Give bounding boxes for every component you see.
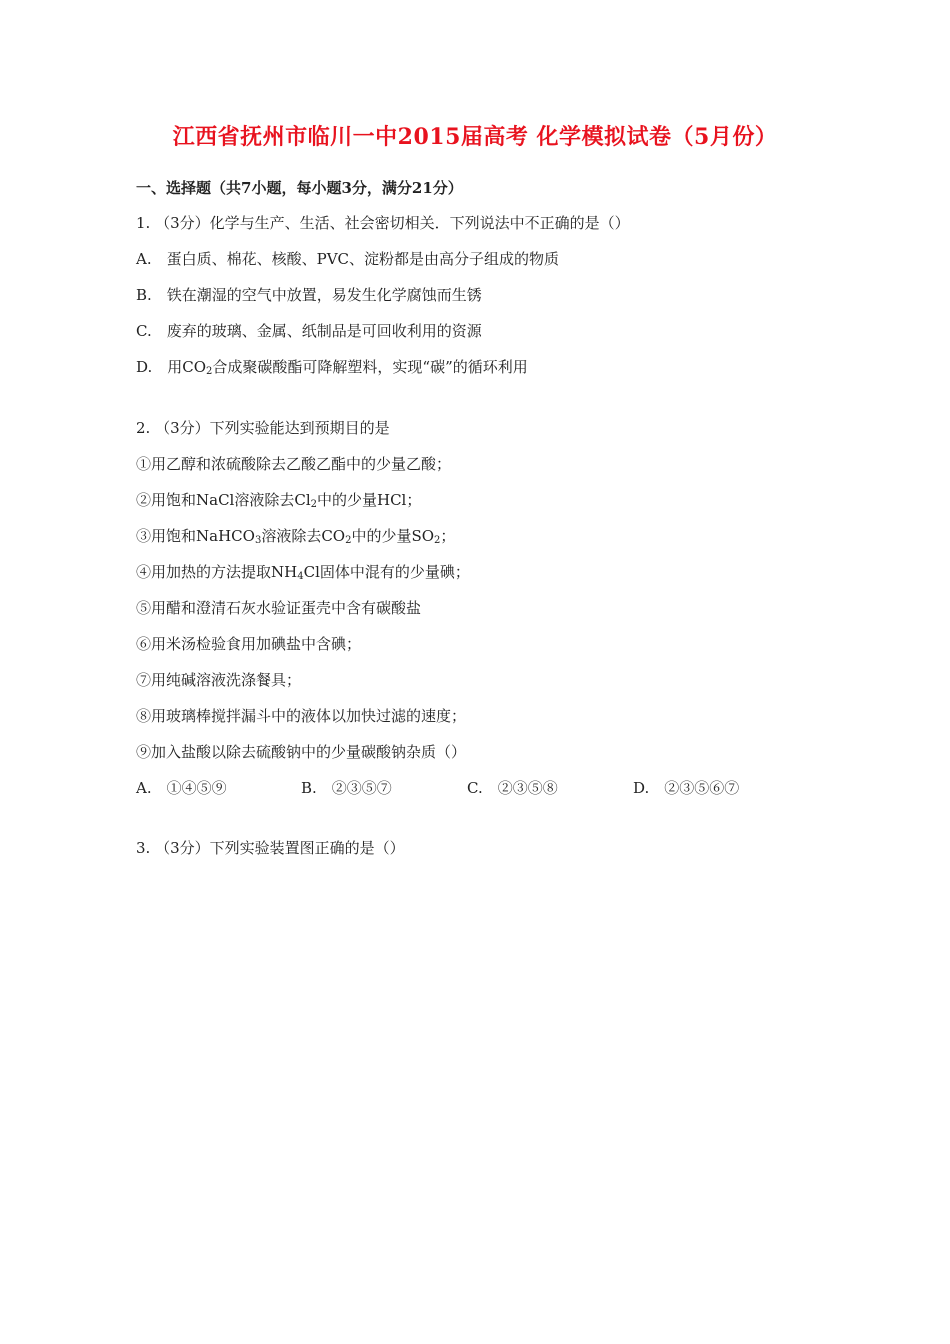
question-3-stem: 3. （3分）下列实验装置图正确的是（） bbox=[136, 839, 405, 857]
question-1-option-c: C. 废弃的玻璃、金属、纸制品是可回收利用的资源 bbox=[136, 322, 482, 340]
question-2-option-b: B. ②③⑤⑦ bbox=[301, 779, 392, 797]
question-2-item-1: ①用乙醇和浓硫酸除去乙酸乙酯中的少量乙酸； bbox=[136, 455, 452, 473]
item-text-post: 中的少量HCl； bbox=[317, 491, 422, 509]
subscript: 4 bbox=[297, 571, 304, 582]
question-2-item-4 bbox=[136, 562, 470, 582]
subscript: 2 bbox=[434, 535, 441, 546]
item-text-pre: ③用饱和NaHCO bbox=[136, 527, 255, 545]
option-d-text-post: 合成聚碳酸酯可降解塑料，实现“碳”的循环利用 bbox=[212, 358, 528, 376]
question-2-option-d: D. ②③⑤⑥⑦ bbox=[633, 779, 740, 797]
item-text-mid: 溶液除去CO bbox=[261, 527, 346, 545]
item-text-mid: 中的少量SO bbox=[351, 527, 435, 545]
question-1-option-b: B. 铁在潮湿的空气中放置，易发生化学腐蚀而生锈 bbox=[136, 286, 482, 304]
question-2-item-8: ⑧用玻璃棒搅拌漏斗中的液体以加快过滤的速度； bbox=[136, 707, 467, 725]
question-2-item-3 bbox=[136, 526, 455, 546]
question-2-option-a: A. ①④⑤⑨ bbox=[136, 779, 227, 797]
question-2-item-6: ⑥用米汤检验食用加碘盐中含碘； bbox=[136, 635, 362, 653]
subscript: 2 bbox=[206, 366, 213, 377]
subscript: 2 bbox=[310, 499, 317, 510]
subscript: 3 bbox=[254, 535, 262, 546]
question-1-option-a: A. 蛋白质、棉花、核酸、PVC、淀粉都是由高分子组成的物质 bbox=[136, 250, 560, 268]
option-d-text-pre: D. 用CO bbox=[136, 358, 207, 376]
item-text-post: ； bbox=[440, 527, 456, 545]
question-2-stem: 2. （3分）下列实验能达到预期目的是 bbox=[136, 419, 390, 437]
item-text-post: Cl固体中混有的少量碘； bbox=[303, 563, 470, 581]
item-text-pre: ②用饱和NaCl溶液除去Cl bbox=[136, 491, 311, 509]
question-1-stem: 1. （3分）化学与生产、生活、社会密切相关．下列说法中不正确的是（） bbox=[136, 214, 630, 232]
question-2-item-2 bbox=[136, 490, 421, 510]
page-title: 江西省抚州市临川一中2015届高考 化学模拟试卷（5月份） bbox=[172, 124, 778, 150]
question-2-item-9: ⑨加入盐酸以除去硫酸钠中的少量碳酸钠杂质（） bbox=[136, 743, 467, 761]
subscript: 2 bbox=[345, 535, 352, 546]
question-2-item-7: ⑦用纯碱溶液洗涤餐具； bbox=[136, 671, 302, 689]
question-2-option-c: C. ②③⑤⑧ bbox=[467, 779, 558, 797]
item-text-pre: ④用加热的方法提取NH bbox=[136, 563, 298, 581]
section-heading: 一、选择题（共7小题，每小题3分，满分21分） bbox=[136, 179, 463, 197]
question-1-option-d bbox=[136, 357, 528, 377]
question-2-item-5: ⑤用醋和澄清石灰水验证蛋壳中含有碳酸盐 bbox=[136, 599, 422, 617]
